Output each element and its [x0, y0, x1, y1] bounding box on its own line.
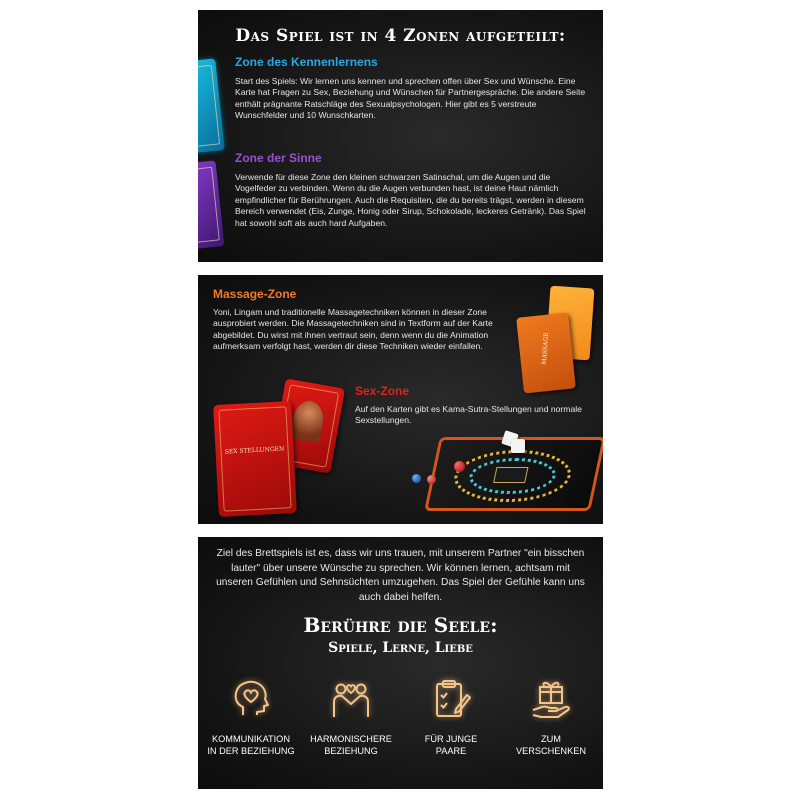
clipboard-check-icon — [429, 677, 473, 721]
massage-zone-text: Yoni, Lingam und traditionelle Massagetechniken können in dieser Zone ausprobiert werden. Die Massagetechniken sind in Textform auf der Karte abgebildet. Du wirst mit ihnen vertraut sein, denn wenn du die Animation aufmerksam verfolgt hast, werden dir diese Techniken wieder einfallen. — [213, 307, 493, 352]
massage-card-image — [516, 312, 576, 393]
zones-panel-top — [198, 10, 603, 262]
sex-stellungen-card-label: SEX STELLUNGEN — [224, 445, 285, 456]
zone-sinne-heading: Zone der Sinne — [235, 151, 322, 165]
game-token-icon — [412, 474, 421, 483]
game-goal-text: Ziel des Brettspiels ist es, dass wir uns trauen, mit unserem Partner "ein bisschen lauter" über unsere Wünsche zu sprechen. Wir können lernen, achtsam mit unseren Gefühlen und Sehnsüchten umzugehen. Das Spiel der Gefühle kann uns auch dabei helfen. — [216, 548, 585, 603]
motto-heading: Berühre die Seele: — [303, 613, 498, 637]
die-icon — [511, 439, 525, 453]
couple-heart-icon — [329, 677, 373, 721]
zone-sinne-text: Verwende für diese Zone den kleinen schwarzen Satinschal, um die Augen und die Vogelfeder zu verbinden. Wenn du die Augen verbunden hast, ist deine Haut nämlich empfindlicher für Berührungen. Auch die Requisiten, die du bereits trägst, werden in diesem Bereich verwendet (Eis, Zunge, Honig oder Sirup, Schokolade, leckeres Getränk). Das Spiel hat sowohl soft als auch hard Aufgaben. — [235, 172, 586, 228]
zone-kennenlernen-text: Start des Spiels: Wir lernen uns kennen und sprechen offen über Sex und Wünsche. Eine Karte hat Fragen zu Sex, Beziehung und Wünschen für Partnergespräche. Die andere Seite enthält prägnante Ratschläge des Sexualpsychologen. Hier gibt es 5 verstreute Wunschfelder und 10 Wunschkarten. — [235, 76, 586, 121]
sex-zone-heading: Sex-Zone — [355, 384, 410, 398]
zones-panel-middle — [198, 275, 603, 524]
feature-label: ZUM VERSCHENKEN — [516, 734, 586, 756]
zone-kennenlernen-heading: Zone des Kennenlernens — [235, 55, 378, 69]
game-token-icon — [427, 475, 436, 484]
feature-label: FÜR JUNGE PAARE — [424, 734, 478, 756]
sex-zone-text: Auf den Karten gibt es Kama-Sutra-Stellungen und normale Sexstellungen. — [355, 404, 582, 426]
blue-card-image — [198, 58, 225, 153]
benefits-panel — [198, 537, 603, 789]
head-heart-icon — [229, 677, 273, 721]
zones-title: Das Spiel ist in 4 Zonen aufgeteilt: — [235, 26, 566, 46]
motto-subheading: Spiele, Lerne, Liebe — [328, 640, 473, 656]
gift-hand-icon — [529, 677, 573, 721]
game-token-icon — [454, 461, 465, 472]
purple-card-image — [198, 160, 224, 249]
feature-communication — [201, 677, 301, 757]
feature-gift — [501, 677, 601, 757]
feature-harmony — [301, 677, 401, 757]
feature-label: HARMONISCHERE BEZIEHUNG — [310, 734, 392, 756]
massage-card-label: MASSAGE — [540, 332, 551, 365]
feature-young-couples — [401, 677, 501, 757]
feature-label: KOMMUNIKATION IN DER BEZIEHUNG — [207, 734, 295, 756]
sex-stellungen-card-image — [213, 401, 297, 517]
massage-zone-heading: Massage-Zone — [213, 287, 297, 301]
